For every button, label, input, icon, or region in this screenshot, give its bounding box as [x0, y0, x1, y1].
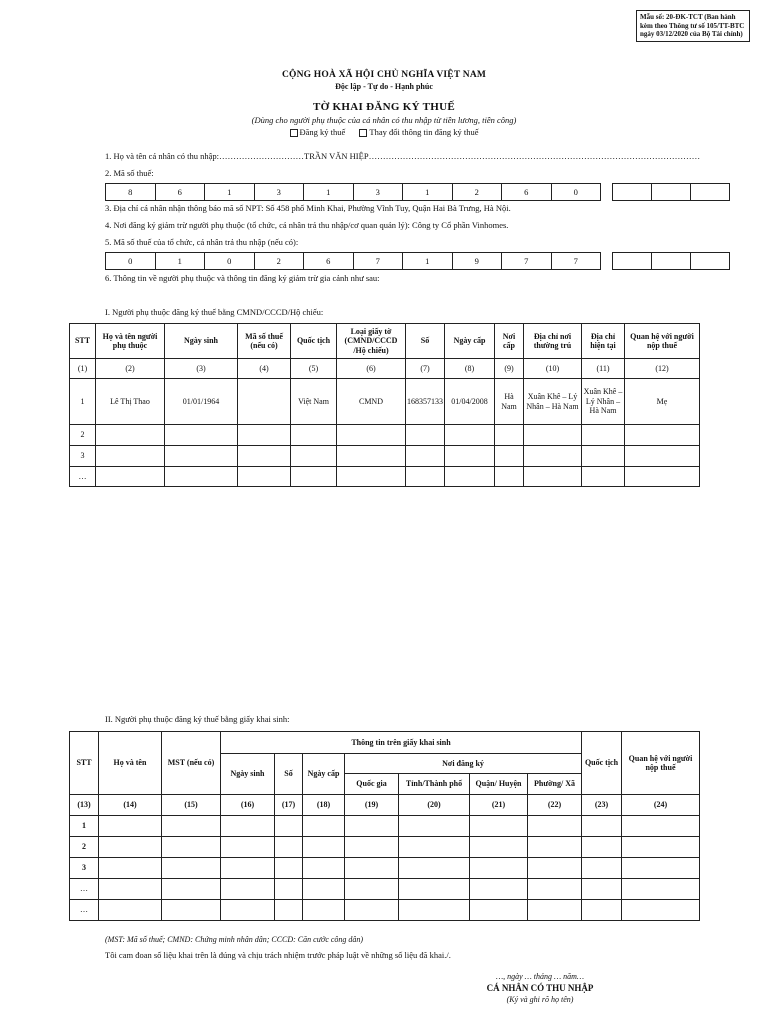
- cell[interactable]: [99, 879, 162, 900]
- field1-label: 1. Họ và tên cá nhân có thu nhập:: [105, 151, 220, 161]
- cell[interactable]: [399, 816, 470, 837]
- cell-nationality[interactable]: Việt Nam: [291, 379, 337, 425]
- cell[interactable]: [470, 900, 528, 921]
- payer-tax-code-extra-digits: [612, 252, 730, 270]
- cell-stt: 1: [70, 816, 99, 837]
- cell[interactable]: [528, 816, 582, 837]
- cell-issue-place[interactable]: [495, 446, 524, 467]
- header-issue-date: Ngày cấp: [445, 324, 495, 359]
- cell-stt[interactable]: …: [70, 467, 96, 487]
- cell-permanent-address[interactable]: [524, 467, 582, 487]
- table-row: [70, 858, 700, 879]
- cell-id-number[interactable]: [406, 425, 445, 446]
- cell[interactable]: [303, 816, 345, 837]
- payer-tax-code-digits: [105, 252, 601, 270]
- cell[interactable]: [622, 879, 700, 900]
- cell[interactable]: [582, 879, 622, 900]
- cell[interactable]: [303, 837, 345, 858]
- cell-stt: 3: [70, 858, 99, 879]
- tax-code-extra-digit[interactable]: [612, 183, 651, 201]
- tax-code-extra-digit[interactable]: [651, 183, 690, 201]
- cell[interactable]: [275, 858, 303, 879]
- dependents-birth-cert-table: [69, 731, 700, 921]
- col-number: (14): [99, 795, 162, 816]
- option-change-label: Thay đổi thông tin đăng ký thuế: [369, 127, 479, 137]
- checkbox-register[interactable]: [290, 129, 298, 137]
- col-number: (15): [162, 795, 221, 816]
- header-nationality: Quốc tịch: [291, 324, 337, 359]
- cell[interactable]: [622, 900, 700, 921]
- header-dob: Ngày sinh: [165, 324, 238, 359]
- signature-title: CÁ NHÂN CÓ THU NHẬP: [486, 983, 594, 993]
- tax-code-digit[interactable]: 3: [254, 183, 304, 201]
- cell-issue-date[interactable]: 01/04/2008: [445, 379, 495, 425]
- payer-tax-code-extra-digit[interactable]: [651, 252, 690, 270]
- cell-stt[interactable]: 2: [70, 425, 96, 446]
- header-stt: STT: [70, 732, 99, 795]
- cell[interactable]: [528, 858, 582, 879]
- cell-current-address[interactable]: Xuân Khê – Lý Nhân – Hà Nam: [582, 379, 625, 425]
- col-number: (3): [165, 359, 238, 379]
- cell-issue-place[interactable]: [495, 425, 524, 446]
- cell-stt[interactable]: 3: [70, 446, 96, 467]
- payer-tax-code-extra-digit[interactable]: [612, 252, 651, 270]
- cell-permanent-address[interactable]: [524, 425, 582, 446]
- payer-tax-code-digit[interactable]: 9: [452, 252, 502, 270]
- abbreviation-note: (MST: Mã số thuế; CMND: Chứng minh nhân dân; CCCD: Căn cước công dân): [105, 935, 364, 944]
- header-dob: Ngày sinh: [221, 754, 275, 795]
- cell-mst[interactable]: [238, 379, 291, 425]
- cell[interactable]: [162, 858, 221, 879]
- cell-issue-place[interactable]: [495, 467, 524, 487]
- table1-number-row: [70, 359, 700, 379]
- cell[interactable]: [582, 900, 622, 921]
- cell[interactable]: [221, 837, 275, 858]
- tax-code-digit[interactable]: 6: [501, 183, 551, 201]
- cell[interactable]: [345, 837, 399, 858]
- col-number: (1): [70, 359, 96, 379]
- col-number: (10): [524, 359, 582, 379]
- header-ward: Phường/ Xã: [528, 774, 582, 795]
- cell-relationship[interactable]: [625, 467, 700, 487]
- cell[interactable]: [470, 816, 528, 837]
- table-row: [70, 446, 700, 467]
- tax-code-digit[interactable]: 8: [105, 183, 155, 201]
- national-header: CỘNG HOÀ XÃ HỘI CHỦ NGHĨA VIỆT NAM: [281, 70, 487, 80]
- header-name: Họ và tên: [99, 732, 162, 795]
- field2-label: 2. Mã số thuế:: [105, 168, 154, 178]
- cell[interactable]: [275, 879, 303, 900]
- tax-code-digit[interactable]: 6: [155, 183, 205, 201]
- field-taxpayer-name: [105, 151, 700, 161]
- header-district: Quận/ Huyện: [470, 774, 528, 795]
- table-row: [70, 379, 700, 425]
- cell[interactable]: [275, 816, 303, 837]
- cell-name[interactable]: [96, 425, 165, 446]
- national-motto: Độc lập - Tự do - Hạnh phúc: [335, 82, 433, 91]
- cell[interactable]: [528, 900, 582, 921]
- col-number: (24): [622, 795, 700, 816]
- cell[interactable]: [221, 900, 275, 921]
- cell[interactable]: [99, 816, 162, 837]
- cell[interactable]: [399, 900, 470, 921]
- cell[interactable]: [345, 879, 399, 900]
- cell[interactable]: [162, 837, 221, 858]
- cell[interactable]: [528, 879, 582, 900]
- cell-issue-date[interactable]: [445, 467, 495, 487]
- cell[interactable]: [470, 837, 528, 858]
- header-relationship: Quan hệ với người nộp thuế: [625, 324, 700, 359]
- cell[interactable]: [345, 858, 399, 879]
- cell[interactable]: [345, 816, 399, 837]
- cell[interactable]: [622, 858, 700, 879]
- cell[interactable]: [622, 837, 700, 858]
- cell-id-number[interactable]: [406, 446, 445, 467]
- cell-id-number[interactable]: 168357133: [406, 379, 445, 425]
- form-title: TỜ KHAI ĐĂNG KÝ THUẾ: [312, 101, 456, 113]
- dependents-id-table: [69, 323, 700, 487]
- header-birth-cert-info: Thông tin trên giấy khai sinh: [221, 732, 582, 754]
- cell-nationality[interactable]: [291, 446, 337, 467]
- col-number: (8): [445, 359, 495, 379]
- tax-code-extra-digits: [612, 183, 730, 201]
- checkbox-change[interactable]: [359, 129, 367, 137]
- col-number: (12): [625, 359, 700, 379]
- cell-current-address[interactable]: [582, 446, 625, 467]
- option-register[interactable]: [290, 127, 346, 137]
- cell-name[interactable]: [96, 446, 165, 467]
- field5-label: 5. Mã số thuế của tổ chức, cá nhân trả thu nhập (nếu có):: [105, 237, 299, 247]
- header-province: Tỉnh/Thành phố: [399, 774, 470, 795]
- header-nationality: Quốc tịch: [582, 732, 622, 795]
- cell-id-type[interactable]: [337, 467, 406, 487]
- form-code-box: Mẫu số: 20-ĐK-TCT (Ban hành kèm theo Thông tư số 105/TT-BTC ngày 03/12/2020 của Bộ Tài chính): [636, 10, 750, 42]
- header-registration-place: Nơi đăng ký: [345, 754, 582, 774]
- payer-tax-code-digit[interactable]: 6: [303, 252, 353, 270]
- payer-tax-code-digit[interactable]: 2: [254, 252, 304, 270]
- cell[interactable]: [470, 858, 528, 879]
- field1-dots: …………………………: [219, 151, 305, 161]
- tax-code-digit[interactable]: 1: [402, 183, 452, 201]
- payer-tax-code-digit[interactable]: 0: [204, 252, 254, 270]
- cell[interactable]: [399, 879, 470, 900]
- cell[interactable]: [582, 858, 622, 879]
- cell[interactable]: [399, 858, 470, 879]
- cell[interactable]: [303, 900, 345, 921]
- payer-tax-code-digit[interactable]: 7: [353, 252, 403, 270]
- cell[interactable]: [221, 879, 275, 900]
- table-row: [70, 425, 700, 446]
- header-name: Họ và tên người phụ thuộc: [96, 324, 165, 359]
- cell-name[interactable]: [96, 467, 165, 487]
- tax-code-digit[interactable]: 1: [204, 183, 254, 201]
- field6-label: 6. Thông tin về người phụ thuộc và thông tin đăng ký giảm trừ gia cảnh như sau:: [105, 273, 380, 283]
- cell[interactable]: [275, 900, 303, 921]
- cell-permanent-address[interactable]: Xuân Khê – Lý Nhân – Hà Nam: [524, 379, 582, 425]
- cell[interactable]: [582, 816, 622, 837]
- header-mst: Mã số thuế (nếu có): [238, 324, 291, 359]
- cell[interactable]: [99, 900, 162, 921]
- tax-code-extra-digit[interactable]: [690, 183, 730, 201]
- cell-mst[interactable]: [238, 425, 291, 446]
- cell-dob[interactable]: [165, 446, 238, 467]
- payer-tax-code-digit[interactable]: 1: [155, 252, 205, 270]
- col-number: (23): [582, 795, 622, 816]
- cell[interactable]: [162, 879, 221, 900]
- col-number: (4): [238, 359, 291, 379]
- cell-id-type[interactable]: CMND: [337, 379, 406, 425]
- table-row: [70, 467, 700, 487]
- option-register-label: Đăng ký thuế: [299, 127, 346, 137]
- field4-registration-place: 4. Nơi đăng ký giảm trừ người phụ thuộc (tổ chức, cá nhân trả thu nhập/cơ quan quản lý): Công ty Cổ phần Vinhomes.: [105, 220, 509, 230]
- table-row: [70, 900, 700, 921]
- table1-header-row: [70, 324, 700, 359]
- header-country: Quốc gia: [345, 774, 399, 795]
- col-number: (18): [303, 795, 345, 816]
- payer-tax-code-digit[interactable]: 0: [105, 252, 155, 270]
- signature-date: …, ngày … tháng … năm…: [495, 972, 584, 981]
- cell-id-type[interactable]: [337, 425, 406, 446]
- cell[interactable]: [221, 816, 275, 837]
- col-number: (13): [70, 795, 99, 816]
- cell[interactable]: [162, 900, 221, 921]
- field3-address: 3. Địa chỉ cá nhân nhận thông báo mã số NPT: Số 458 phố Minh Khai, Phường Vĩnh Tuy, Quận Hai Bà Trưng, Hà Nội.: [105, 203, 511, 213]
- cell[interactable]: [99, 858, 162, 879]
- payer-tax-code-extra-digit[interactable]: [690, 252, 730, 270]
- cell-stt: …: [70, 900, 99, 921]
- cell-issue-place[interactable]: Hà Nam: [495, 379, 524, 425]
- cell-nationality[interactable]: [291, 425, 337, 446]
- cell[interactable]: [162, 816, 221, 837]
- registration-options: [0, 127, 768, 137]
- cell-stt[interactable]: 1: [70, 379, 96, 425]
- cell-current-address[interactable]: [582, 467, 625, 487]
- tax-code-digit[interactable]: 2: [452, 183, 502, 201]
- payer-tax-code-digit[interactable]: 1: [402, 252, 452, 270]
- cell-permanent-address[interactable]: [524, 446, 582, 467]
- cell[interactable]: [303, 858, 345, 879]
- cell-name[interactable]: Lê Thị Thao: [96, 379, 165, 425]
- section2-title: II. Người phụ thuộc đăng ký thuế bằng giấy khai sinh:: [105, 714, 290, 724]
- cell-mst[interactable]: [238, 467, 291, 487]
- cell[interactable]: [221, 858, 275, 879]
- cell-current-address[interactable]: [582, 425, 625, 446]
- cell[interactable]: [528, 837, 582, 858]
- header-issue-date: Ngày cấp: [303, 754, 345, 795]
- payer-tax-code-digit[interactable]: 7: [501, 252, 551, 270]
- tax-code-digit[interactable]: 1: [303, 183, 353, 201]
- commitment-statement: Tôi cam đoan số liệu khai trên là đúng và chịu trách nhiệm trước pháp luật về những số liệu đã khai./.: [105, 950, 451, 960]
- col-number: (17): [275, 795, 303, 816]
- payer-tax-code-digit[interactable]: 7: [551, 252, 602, 270]
- col-number: (21): [470, 795, 528, 816]
- cell[interactable]: [99, 837, 162, 858]
- cell[interactable]: [345, 900, 399, 921]
- cell-relationship[interactable]: Mẹ: [625, 379, 700, 425]
- table-row: [70, 879, 700, 900]
- header-stt: STT: [70, 324, 96, 359]
- cell-mst[interactable]: [238, 446, 291, 467]
- field1-dots-after: ………………………………………………………………………………………………………: [368, 151, 701, 161]
- section1-title: I. Người phụ thuộc đăng ký thuế bằng CMND/CCCD/Hộ chiếu:: [105, 307, 324, 317]
- header-permanent-address: Địa chỉ nơi thường trú: [524, 324, 582, 359]
- cell-id-number[interactable]: [406, 467, 445, 487]
- option-change[interactable]: [359, 127, 478, 137]
- cell-relationship[interactable]: [625, 425, 700, 446]
- cell-issue-date[interactable]: [445, 446, 495, 467]
- table-row: [70, 837, 700, 858]
- header-number: Số: [275, 754, 303, 795]
- col-number: (16): [221, 795, 275, 816]
- header-id-type: Loại giấy tờ (CMND/CCCD /Hộ chiếu): [337, 324, 406, 359]
- table2-number-row: [70, 795, 700, 816]
- col-number: (22): [528, 795, 582, 816]
- cell-relationship[interactable]: [625, 446, 700, 467]
- table2-header-row-1: [70, 732, 700, 754]
- cell[interactable]: [470, 879, 528, 900]
- col-number: (11): [582, 359, 625, 379]
- cell[interactable]: [275, 837, 303, 858]
- cell-dob[interactable]: 01/01/1964: [165, 379, 238, 425]
- cell-stt: …: [70, 879, 99, 900]
- cell-dob[interactable]: [165, 425, 238, 446]
- cell[interactable]: [582, 837, 622, 858]
- col-number: (5): [291, 359, 337, 379]
- header-current-address: Địa chỉ hiện tại: [582, 324, 625, 359]
- cell-nationality[interactable]: [291, 467, 337, 487]
- cell-stt: 2: [70, 837, 99, 858]
- tax-code-digit[interactable]: 0: [551, 183, 602, 201]
- col-number: (2): [96, 359, 165, 379]
- col-number: (6): [337, 359, 406, 379]
- col-number: (9): [495, 359, 524, 379]
- cell-id-type[interactable]: [337, 446, 406, 467]
- table-row: [70, 816, 700, 837]
- header-mst: MST (nếu có): [162, 732, 221, 795]
- cell-dob[interactable]: [165, 467, 238, 487]
- header-issue-place: Nơi cấp: [495, 324, 524, 359]
- cell[interactable]: [622, 816, 700, 837]
- header-relationship: Quan hệ với người nộp thuế: [622, 732, 700, 795]
- signature-subtitle: (Ký và ghi rõ họ tên): [506, 995, 574, 1004]
- cell[interactable]: [399, 837, 470, 858]
- cell[interactable]: [303, 879, 345, 900]
- cell-issue-date[interactable]: [445, 425, 495, 446]
- taxpayer-name-value[interactable]: TRẦN VĂN HIỆP: [304, 151, 369, 161]
- tax-code-digit[interactable]: 3: [353, 183, 403, 201]
- col-number: (7): [406, 359, 445, 379]
- form-subtitle: (Dùng cho người phụ thuộc của cá nhân có thu nhập từ tiền lương, tiền công): [251, 115, 517, 125]
- col-number: (20): [399, 795, 470, 816]
- col-number: (19): [345, 795, 399, 816]
- header-id-number: Số: [406, 324, 445, 359]
- tax-code-digits: [105, 183, 601, 201]
